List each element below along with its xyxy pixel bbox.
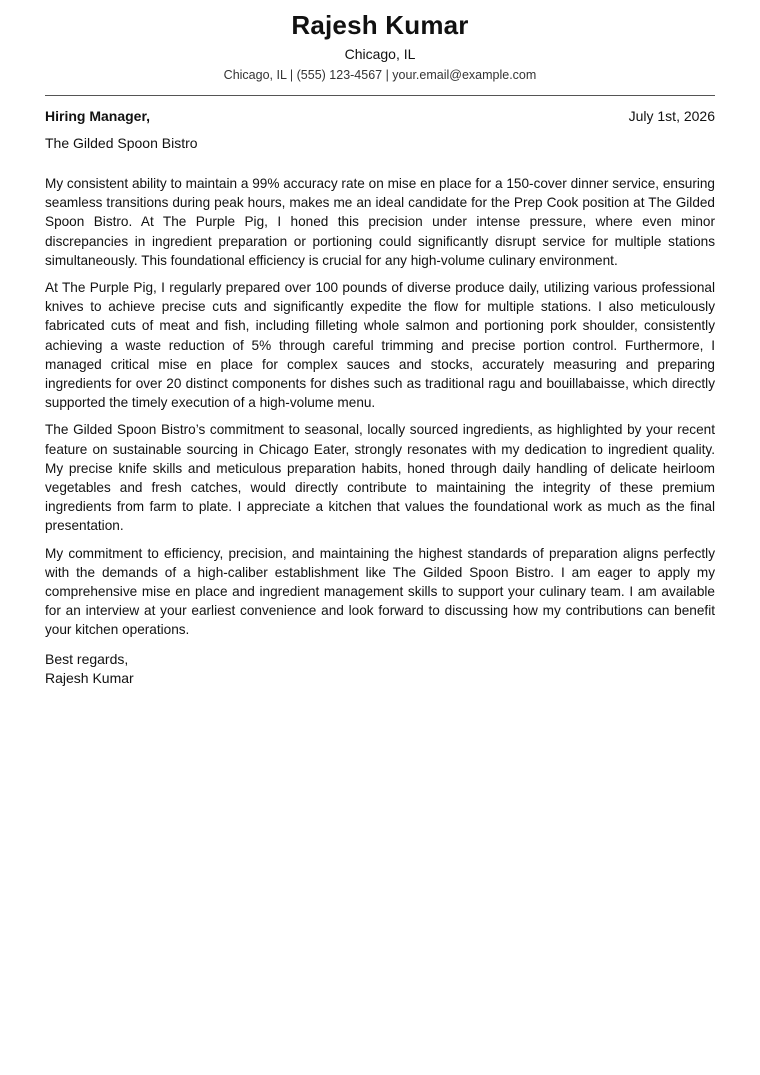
body-paragraph: The Gilded Spoon Bistro’s commitment to seasonal, locally sourced ingredients, as highlighted by your recent feature on sustainable sourcing in Chicago Eater, strongly resonates with my dedication to ingredient quality. My precise knife skills and meticulous preparation habits, honed through daily handling of delicate heirloom vegetables and fresh catches, would directly contribute to maintaining the integrity of these premium ingredients from farm to plate. I appreciate a kitchen that values the foundational work as much as the final presentation. [45, 422, 715, 534]
applicant-name: Rajesh Kumar [291, 10, 469, 40]
letter-body [45, 174, 715, 640]
signature-name: Rajesh Kumar [45, 669, 134, 686]
recipient-organization: The Gilded Spoon Bistro [45, 135, 198, 151]
recipient-date-row [45, 106, 715, 126]
body-paragraph: My commitment to efficiency, precision, and maintaining the highest standards of preparation aligns perfectly with the demands of a high-caliber establishment like The Gilded Spoon Bistro. I am eager to apply my comprehensive mise en place and ingredient management skills to support your culinary team. I am available for an interview at your earliest convenience and look forward to discussing how my contributions can benefit your kitchen operations. [45, 545, 715, 638]
header-divider [45, 95, 715, 96]
closing-salutation: Best regards, [45, 650, 129, 667]
letter-date: July 1st, 2026 [628, 108, 715, 124]
letter-header [45, 0, 715, 84]
body-paragraph: My consistent ability to maintain a 99% accuracy rate on mise en place for a 150-cover dinner service, ensuring seamless transitions during peak hours, makes me an ideal candidate for the Prep Cook position at The Gilded Spoon Bistro. At The Purple Pig, I honed this precision under intense pressure, where even minor discrepancies in ingredient preparation or portioning could significantly disrupt service for multiple stations simultaneously. This foundational efficiency is crucial for any high-volume culinary environment. [45, 176, 715, 268]
applicant-contact-line: Chicago, IL | (555) 123-4567 | your.email@example.com [223, 68, 537, 82]
letter-closing-block [45, 650, 715, 688]
body-paragraph: At The Purple Pig, I regularly prepared over 100 pounds of diverse produce daily, utilizing various professional knives to achieve precise cuts and significantly expedite the flow for multiple stations. I also meticulously fabricated cuts of meat and fish, including filleting whole salmon and portioning pork shoulder, consistently achieving a waste reduction of 5% through careful trimming and precise portion control. Furthermore, I managed critical mise en place for complex sauces and stocks, accurately measuring and preparing ingredients for over 20 distinct components for dishes such as traditional ragu and bouillabaisse, which directly supported the timely execution of a high-volume menu. [45, 280, 715, 411]
applicant-location: Chicago, IL [344, 46, 416, 62]
recipient-title: Hiring Manager, [45, 108, 151, 124]
